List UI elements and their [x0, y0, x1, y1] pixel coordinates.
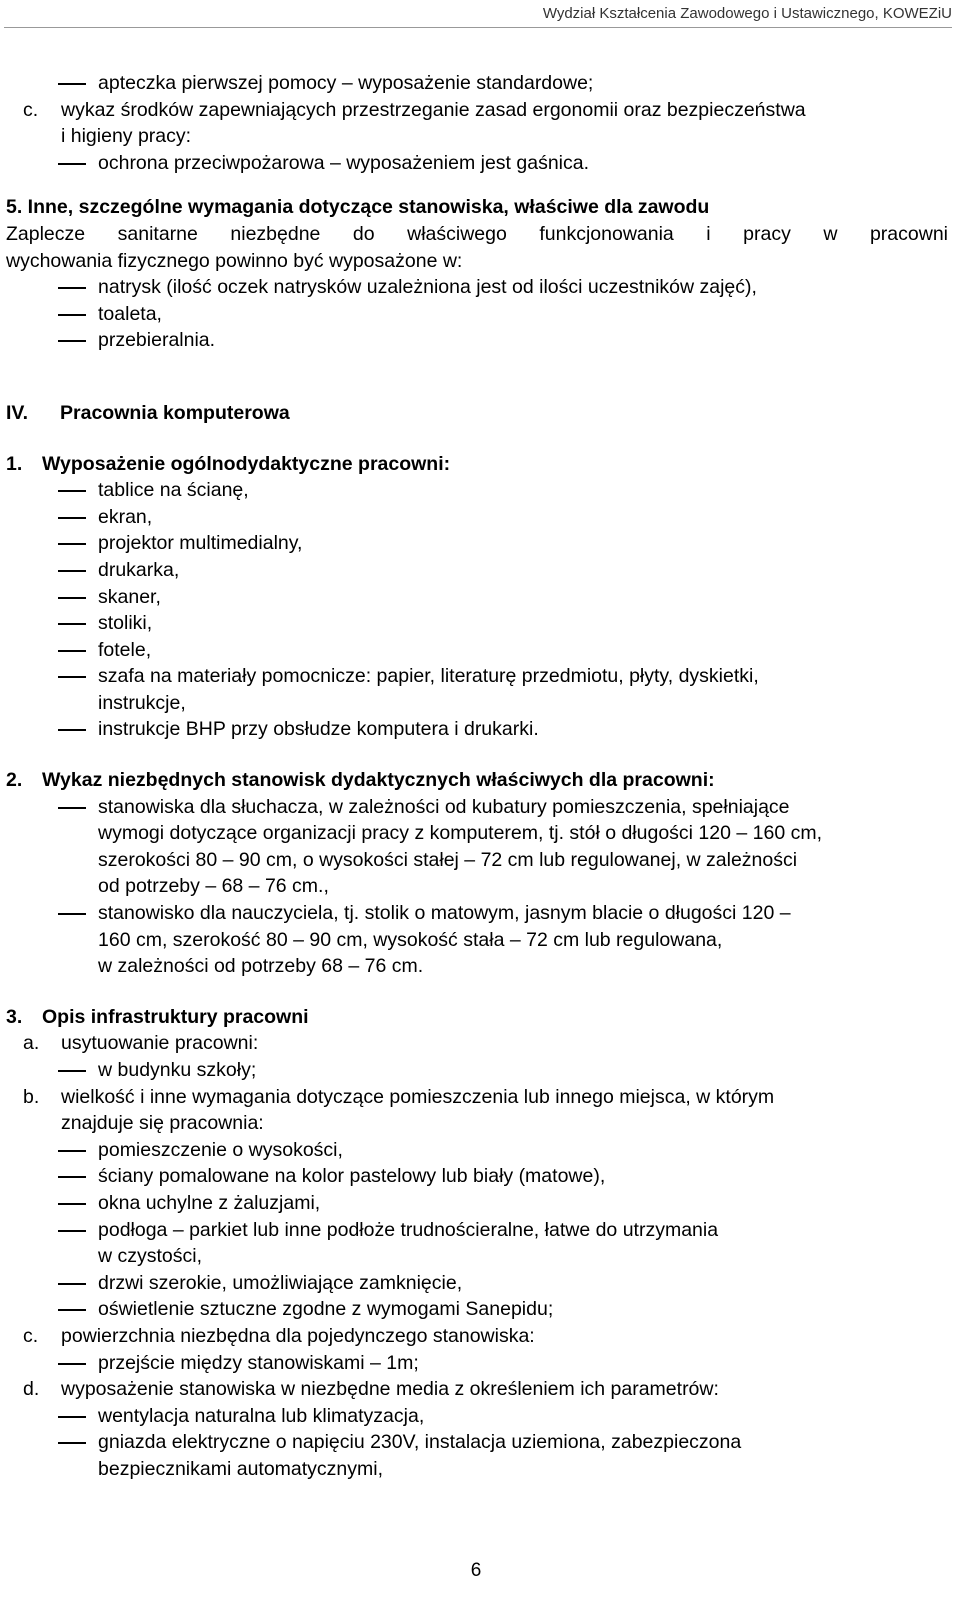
section-title: Wyposażenie ogólnodydaktyczne pracowni: — [42, 452, 451, 475]
list-item: fotele, — [6, 637, 948, 664]
list-item: stanowiska dla słuchacza, w zależności od kubatury pomieszczenia, spełniające — [6, 794, 948, 821]
item-text: powierzchnia niezbędna dla pojedynczego stanowiska: — [61, 1324, 535, 1347]
section-label: 2. — [6, 769, 23, 792]
list-item: stanowisko dla nauczyciela, tj. stolik o matowym, jasnym blacie o długości 120 – — [6, 900, 948, 927]
chapter-heading — [6, 400, 948, 427]
list-item-continuation: szerokości 80 – 90 cm, o wysokości stałej – 72 cm lub regulowanej, w zależności — [98, 848, 798, 871]
list-item: skaner, — [6, 584, 948, 611]
item-text: usytuowanie pracowni: — [61, 1032, 259, 1055]
list-item: okna uchylne z żaluzjami, — [6, 1190, 948, 1217]
list-item: natrysk (ilość oczek natrysków uzależniona jest od ilości uczestników zajęć), — [6, 274, 948, 301]
list-item: w budynku szkoły; — [6, 1057, 948, 1084]
list-item: podłoga – parkiet lub inne podłoże trudnościeralne, łatwe do utrzymania — [6, 1217, 948, 1244]
list-item: przejście między stanowiskami – 1m; — [6, 1350, 948, 1377]
section-label: 3. — [6, 1005, 23, 1028]
list-item: projektor multimedialny, — [6, 530, 948, 557]
list-item: stoliki, — [6, 610, 948, 637]
list-item: tablice na ścianę, — [6, 477, 948, 504]
item-label: a. — [23, 1032, 40, 1055]
list-item: szafa na materiały pomocnicze: papier, literaturę przedmiotu, płyty, dyskietki, — [6, 663, 948, 690]
list-item-continuation: instrukcje, — [98, 691, 186, 714]
section-heading: 5. Inne, szczególne wymagania dotyczące stanowiska, właściwe dla zawodu — [6, 196, 710, 219]
item-text: wyposażenie stanowiska w niezbędne media z określeniem ich parametrów: — [61, 1378, 719, 1401]
section-label: 1. — [6, 452, 23, 475]
item-label: c. — [23, 98, 39, 121]
list-item: toaleta, — [6, 301, 948, 328]
list-item-continuation: i higieny pracy: — [61, 125, 192, 148]
section-title: Wykaz niezbędnych stanowisk dydaktycznych właściwych dla pracowni: — [42, 769, 715, 792]
list-item — [6, 97, 948, 124]
list-item: drzwi szerokie, umożliwiające zamknięcie, — [6, 1270, 948, 1297]
list-item: przebieralnia. — [6, 327, 948, 354]
section-title: Opis infrastruktury pracowni — [42, 1005, 309, 1028]
item-label: b. — [23, 1085, 40, 1108]
list-item-continuation: w zależności od potrzeby 68 – 76 cm. — [98, 955, 424, 978]
list-item: wentylacja naturalna lub klimatyzacja, — [6, 1403, 948, 1430]
chapter-label: IV. — [6, 401, 29, 424]
chapter-title: Pracownia komputerowa — [60, 401, 290, 424]
list-item — [6, 1323, 948, 1350]
list-item: ściany pomalowane na kolor pastelowy lub biały (matowe), — [6, 1163, 948, 1190]
list-item: gniazda elektryczne o napięciu 230V, instalacja uziemiona, zabezpieczona — [6, 1429, 948, 1456]
item-label: d. — [23, 1378, 40, 1401]
item-label: c. — [23, 1324, 39, 1347]
header-divider — [4, 27, 952, 28]
list-item-continuation: w czystości, — [98, 1245, 203, 1268]
section-heading — [6, 767, 948, 794]
list-item-continuation: 160 cm, szerokość 80 – 90 cm, wysokość stała – 72 cm lub regulowana, — [98, 928, 723, 951]
list-item-continuation: bezpiecznikami automatycznymi, — [98, 1457, 384, 1480]
list-item-continuation: znajduje się pracownia: — [61, 1112, 264, 1135]
list-item — [6, 1084, 948, 1111]
page-number: 6 — [470, 1560, 482, 1581]
list-item: pomieszczenie o wysokości, — [6, 1137, 948, 1164]
list-item-continuation: od potrzeby – 68 – 76 cm., — [98, 875, 329, 898]
list-item: apteczka pierwszej pomocy – wyposażenie standardowe; — [6, 70, 948, 97]
page-header: Wydział Kształcenia Zawodowego i Ustawicznego, KOWEZiU — [542, 5, 952, 22]
section-heading — [6, 451, 948, 478]
list-item: ochrona przeciwpożarowa – wyposażeniem jest gaśnica. — [6, 150, 948, 177]
item-text: wykaz środków zapewniających przestrzeganie zasad ergonomii oraz bezpieczeństwa — [61, 98, 806, 121]
item-text: wielkość i inne wymagania dotyczące pomieszczenia lub innego miejsca, w którym — [61, 1085, 775, 1108]
list-item — [6, 1030, 948, 1057]
paragraph-line: wychowania fizycznego powinno być wyposażone w: — [6, 249, 463, 272]
list-item: drukarka, — [6, 557, 948, 584]
document-body — [6, 70, 948, 1483]
list-item — [6, 1376, 948, 1403]
section-heading — [6, 1004, 948, 1031]
list-item-continuation: wymogi dotyczące organizacji pracy z komputerem, tj. stół o długości 120 – 160 cm, — [98, 822, 822, 845]
list-item: instrukcje BHP przy obsłudze komputera i drukarki. — [6, 716, 948, 743]
paragraph-line: Zaplecze sanitarne niezbędne do właściwego funkcjonowania i pracy w pracowni — [6, 222, 948, 245]
list-item: ekran, — [6, 504, 948, 531]
list-item: oświetlenie sztuczne zgodne z wymogami Sanepidu; — [6, 1296, 948, 1323]
